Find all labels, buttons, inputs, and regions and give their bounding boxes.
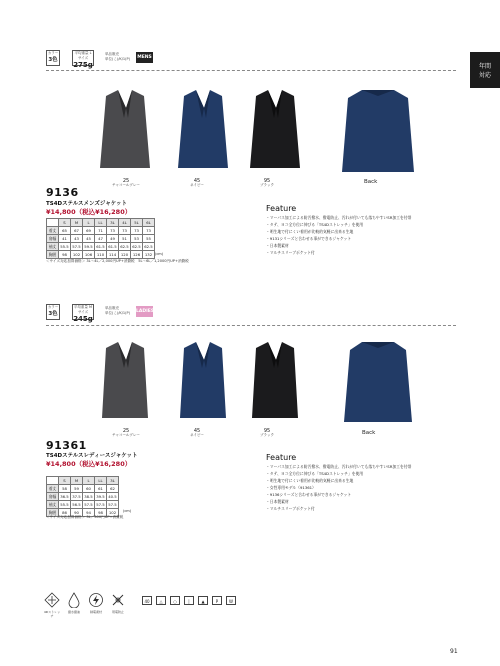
jacket-front-black [250,90,300,168]
section-divider [46,70,456,71]
feature-icon-water [66,592,82,612]
color-number: 45 [193,428,201,434]
jacket-front-navy [178,90,228,168]
size-table: S M L LL 3L 4L 5L 6L 着丈 65 67 69 71 73 73 73 73 肩幅 41 43 45 47 49 51 53 55 袖丈 55.5 57.5 59.5 61.5 61.5 62.5 62.5 62.5 胸囲 98 102 106 110 114 120 126 132 [46,218,155,259]
color-count-box [46,50,60,66]
weight-value: 245g [73,315,93,323]
antistatic-icon [88,592,104,608]
iron-icon: ▲ [198,596,208,605]
category-tab-line-2: 対応 [478,72,491,79]
color-number: 45 [193,178,201,184]
feature-item: ・9136シリーズと合わせる事ができるジャケット [266,492,352,497]
color-count-label: カラー [47,305,59,309]
product-price: ¥14,800（税込¥16,280） [46,208,132,216]
product-code: 91361 [46,439,87,452]
product-price: ¥14,800（税込¥16,280） [46,460,132,468]
feature-item: ・日本製素材 [266,243,289,248]
product-name: TS4Dステルスレディースジャケット [46,453,138,459]
no-wet-clean-icon: W [226,596,236,605]
size-unit: (cm) [155,252,164,256]
weight-box [72,50,94,69]
feature-item: ・明生地で付にくい着用が比較的気軽に出来る生地 [266,229,354,234]
dry-clean-icon: P [212,596,222,605]
weight-value: 275g [73,61,93,69]
feature-icon-stretch [44,592,60,612]
weight-label: 平均重量 Lサイズ [74,51,92,60]
feature-icon-antistatic [88,592,104,612]
jacket-front-photos [92,340,324,426]
color-name: ネイビー [190,433,204,437]
jacket-back-photo [338,88,418,174]
feature-list [266,463,466,512]
section-divider [46,325,456,326]
weight-label: 平均重量 Mサイズ [73,305,93,314]
color-count-box [46,304,60,320]
back-label: Back [364,179,378,185]
color-name: ネイビー [190,183,204,187]
feature-item: ・マーパス加工による防汚撥水、撥電防止、汚れが付いても落ちやすいSR加工を付帯 [266,215,412,220]
jacket-back-photo [338,340,418,424]
unit-sale-note: 単位(こ)/K/1(P) [105,311,130,315]
tumble-dry-icon: ○ [170,596,180,605]
unit-sale-info [105,306,131,316]
feature-item: ・タテ、ヨコ全方位に伸びる「TS4Dストレッチ」を使用 [266,222,364,227]
jacket-front-charcoal [102,342,148,418]
gender-tag: MENS [136,52,153,63]
hang-dry-icon: │ [184,596,194,605]
feature-title: Feature [266,204,297,213]
category-tab-line-1: 年間 [478,63,491,70]
color-name: ブラック [260,433,274,437]
feature-title: Feature [266,453,297,462]
product-name: TS4Dステルスメンズジャケット [46,201,128,207]
weight-box [72,304,94,323]
water-repellent-icon [66,592,82,608]
gender-tag: LADIES [136,306,153,317]
color-name: チャコールグレー [112,433,140,437]
unit-sale-label: 単品販売 [105,306,119,310]
unit-sale-label: 単品販売 [105,52,119,56]
color-count-label: カラー [47,51,59,55]
feature-item: ・日本製素材 [266,499,289,504]
jacket-front-navy [180,342,226,418]
tool-icon [110,592,126,608]
size-unit: (cm) [123,509,132,513]
color-count: 3色 [48,311,58,317]
feature-icon-tool [110,592,126,612]
care-symbols [142,596,236,605]
color-number: 95 [263,428,271,434]
wash-icon: 40 [142,596,152,605]
color-name: チャコールグレー [112,183,140,187]
color-name: ブラック [260,183,274,187]
feature-icon-label: 撥水撥油 [67,610,80,614]
unit-sale-note: 単位(こ)/K/1(P) [105,57,130,61]
feature-item: ・タテ、ヨコ全方位に伸びる「TS4Dストレッチ」を使用 [266,471,364,476]
product-code: 9136 [46,186,79,199]
feature-item: ・9131シリーズと合わせる事ができるジャケット [266,236,352,241]
unit-sale-info [105,52,131,62]
feature-item: ・明生地で付にくい着用が比較的気軽に出来る生地 [266,478,354,483]
color-count: 3色 [48,57,58,63]
color-number: 25 [122,178,130,184]
size-surcharge-note: ＜サイズ対応加算価格＞ 3L／300円UP+消費税 [46,515,124,519]
feature-item: ・マルチスリーブポケット付 [266,250,315,255]
feature-item: ・マーパス加工による防汚撥水、撥電防止、汚れが付いても落ちやすいSR加工を付帯 [266,464,412,469]
feature-icon-label: 帯電防止 [111,610,124,614]
no-bleach-icon: △ [156,596,166,605]
jacket-front-black [252,342,298,418]
category-tab[interactable] [470,52,500,88]
feature-icon-label: 制電素材 [89,610,102,614]
back-label: Back [362,430,376,436]
jacket-front-photos [92,88,324,176]
stretch-icon [44,592,60,608]
jacket-front-charcoal [100,90,150,168]
feature-list [266,214,466,256]
color-number: 95 [263,178,271,184]
feature-icon-label: 4Dストレッチ [43,610,61,618]
size-table: S M L LL 3L 着丈 58 59 60 61 62 肩幅 36.5 37.5 38.5 39.5 40.5 袖丈 55.5 56.5 57.5 57.5 57.5 胸囲 86 90 94 98 102 [46,476,119,517]
color-number: 25 [122,428,130,434]
feature-item: ・女性専用モデル（91361） [266,485,316,490]
feature-item: ・マルチスリーブポケット付 [266,506,315,511]
page-number: 91 [450,648,458,655]
size-surcharge-note: ＜サイズ対応加算価格＞ 3L〜4L／2,000円UP+消費税 5L〜6L／1,2000円UP+消費税 [46,259,189,263]
